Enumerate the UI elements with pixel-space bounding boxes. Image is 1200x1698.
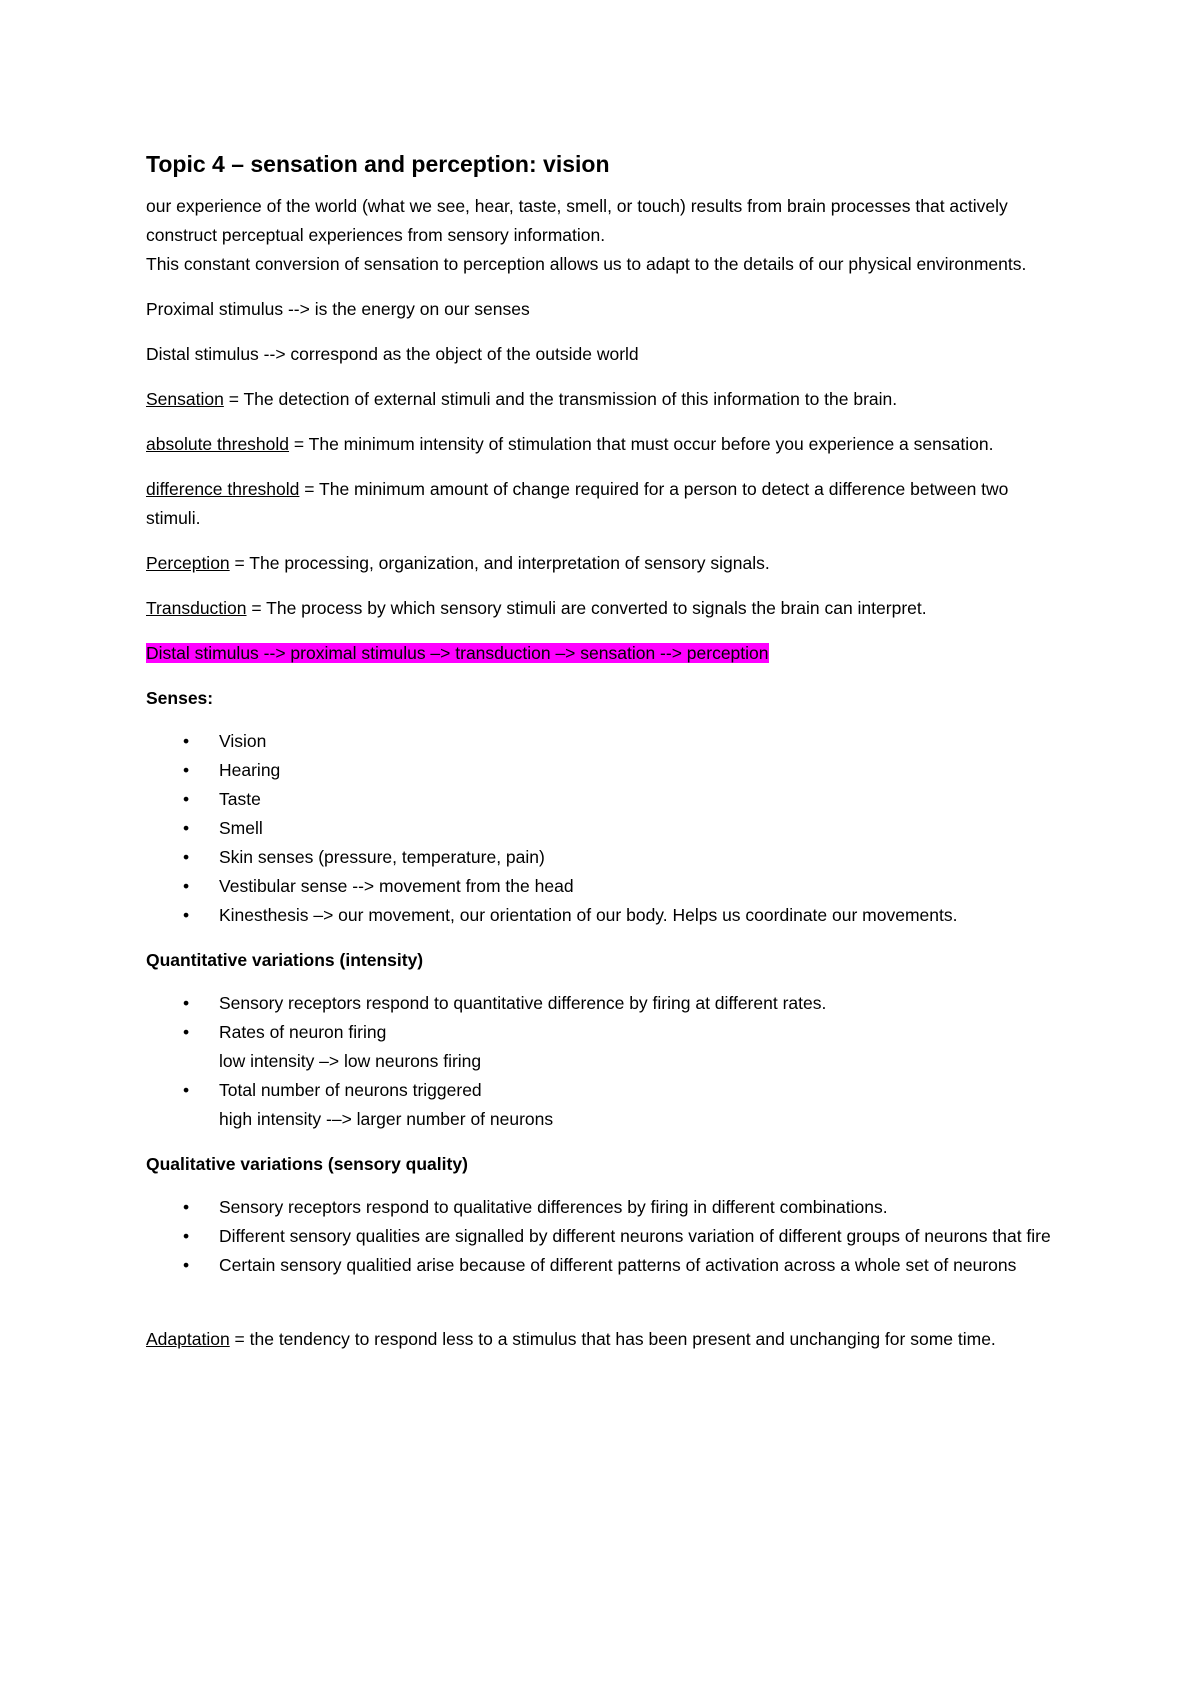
document-page (146, 148, 1066, 1370)
definition-text: = the tendency to respond less to a stimulus that has been present and unchanging for some time. (229, 1329, 996, 1349)
list-item-text: Vestibular sense --> movement from the head (219, 876, 574, 896)
list-item-text: Sensory receptors respond to quantitative difference by firing at different rates. (219, 993, 827, 1013)
intro-line-1: our experience of the world (what we see, hear, taste, smell, or touch) results from brain processes that actively construct perceptual experiences from sensory information. (146, 196, 1008, 245)
list-item (146, 1018, 1066, 1076)
definition-term: absolute threshold (146, 434, 290, 454)
list-item-text: Different sensory qualities are signalled by different neurons variation of different groups of neurons that fire (219, 1226, 1051, 1246)
list-item-text: Total number of neurons triggered (219, 1080, 482, 1100)
definition-text: = The process by which sensory stimuli are converted to signals the brain can interpret. (246, 598, 927, 618)
list-item-text: Skin senses (pressure, temperature, pain) (219, 847, 545, 867)
definition-term: Sensation (146, 389, 224, 409)
definition-text: = The detection of external stimuli and the transmission of this information to the brain. (223, 389, 898, 409)
quantitative-list (146, 989, 1066, 1134)
bullet-icon: • (183, 818, 190, 838)
definition-term: Adaptation (146, 1329, 230, 1349)
qualitative-heading: Qualitative variations (sensory quality) (146, 1154, 468, 1174)
quantitative-heading: Quantitative variations (intensity) (146, 950, 424, 970)
senses-heading: Senses: (146, 688, 214, 708)
bullet-icon: • (183, 1197, 190, 1217)
list-item (146, 989, 1066, 1018)
definition-absolute-threshold (146, 430, 1066, 459)
list-item-subtext: high intensity -–> larger number of neurons (219, 1109, 554, 1129)
definition-text: = The minimum amount of change required for a person to detect a difference between two stimuli. (146, 479, 1009, 528)
bullet-icon: • (183, 847, 190, 867)
list-item (146, 1251, 1066, 1280)
list-item (146, 843, 1066, 872)
bullet-icon: • (183, 731, 190, 751)
list-item (146, 814, 1066, 843)
bullet-icon: • (183, 789, 190, 809)
intro-line-2: This constant conversion of sensation to perception allows us to adapt to the details of our physical environments. (146, 254, 1027, 274)
distal-stimulus-text: Distal stimulus --> correspond as the object of the outside world (146, 344, 639, 364)
list-item (146, 785, 1066, 814)
list-item (146, 727, 1066, 756)
bullet-icon: • (183, 1022, 190, 1042)
list-item (146, 872, 1066, 901)
bullet-icon: • (183, 993, 190, 1013)
definition-difference-threshold (146, 475, 1066, 533)
qualitative-list (146, 1193, 1066, 1280)
highlighted-sequence-text: Distal stimulus --> proximal stimulus –> transduction –> sensation --> perception (146, 643, 769, 663)
senses-list (146, 727, 1066, 930)
list-item (146, 1222, 1066, 1251)
list-item-text: Rates of neuron firing (219, 1022, 387, 1042)
list-item-text: Vision (219, 731, 267, 751)
list-item-subtext: low intensity –> low neurons firing (219, 1051, 482, 1071)
bullet-icon: • (183, 1226, 190, 1246)
list-item-text: Sensory receptors respond to qualitative differences by firing in different combinations. (219, 1197, 888, 1217)
spacer (146, 1296, 1066, 1325)
definition-adaptation (146, 1325, 1066, 1354)
list-item-text: Hearing (219, 760, 281, 780)
list-item (146, 901, 1066, 930)
list-item-text: Taste (219, 789, 261, 809)
definition-term: Perception (146, 553, 230, 573)
bullet-icon: • (183, 876, 190, 896)
definition-perception (146, 549, 1066, 578)
definition-term: Transduction (146, 598, 247, 618)
bullet-icon: • (183, 1255, 190, 1275)
definition-sensation (146, 385, 1066, 414)
bullet-icon: • (183, 760, 190, 780)
intro-paragraph (146, 192, 1066, 279)
definition-text: = The minimum intensity of stimulation that must occur before you experience a sensation. (289, 434, 994, 454)
definition-text: = The processing, organization, and interpretation of sensory signals. (229, 553, 770, 573)
bullet-icon: • (183, 1080, 190, 1100)
bullet-icon: • (183, 905, 190, 925)
list-item-text: Certain sensory qualitied arise because of different patterns of activation across a whole set of neurons (219, 1255, 1017, 1275)
definition-transduction (146, 594, 1066, 623)
definition-term: difference threshold (146, 479, 300, 499)
list-item-text: Smell (219, 818, 263, 838)
list-item-text: Kinesthesis –> our movement, our orientation of our body. Helps us coordinate our movements. (219, 905, 958, 925)
page-title: Topic 4 – sensation and perception: vision (146, 151, 610, 177)
highlighted-sequence (146, 639, 1066, 668)
list-item (146, 1193, 1066, 1222)
list-item (146, 756, 1066, 785)
proximal-stimulus-text: Proximal stimulus --> is the energy on our senses (146, 299, 530, 319)
list-item (146, 1076, 1066, 1134)
